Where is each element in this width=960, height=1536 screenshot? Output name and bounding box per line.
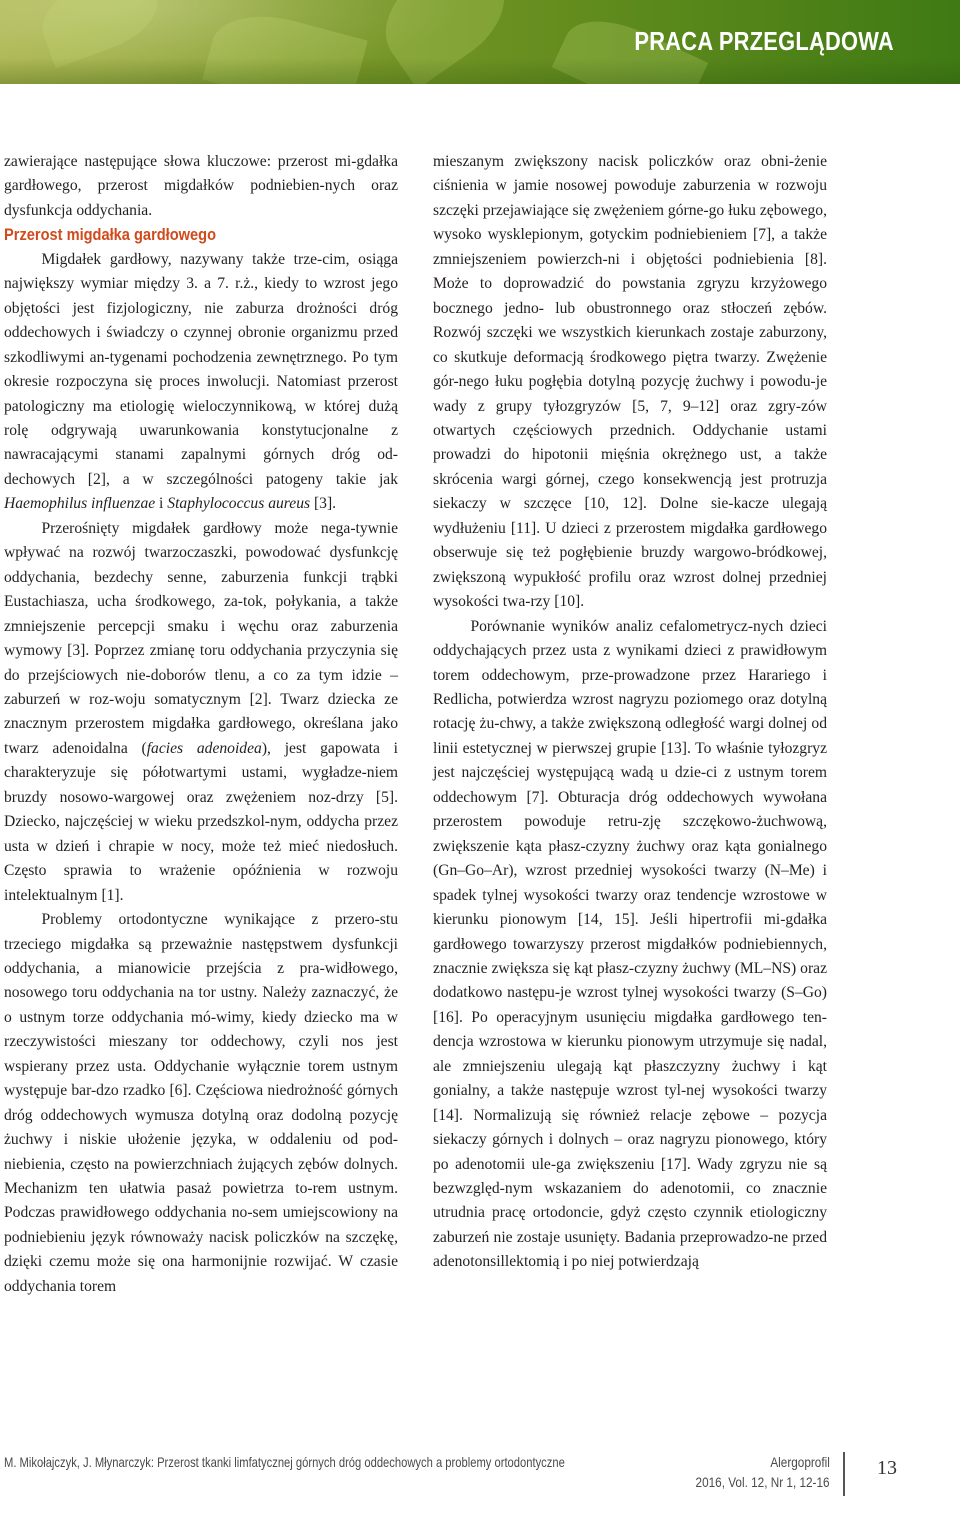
- page-footer: [0, 1452, 960, 1512]
- italic-term: facies adenoidea: [146, 739, 262, 757]
- left-column: [4, 150, 398, 1299]
- paragraph: Przerośnięty migdałek gardłowy może nega-tywnie wpływać na rozwój twarzoczaszki, powodować dysfunkcję oddychania, bezdechy senne, zaburzenia funkcji trąbki Eustachiasza, ucha środkowego, za-tok, połykania, a także zmniejszenie percepcji smaku i węchu oraz zaburzenia wymowy [3]. Poprzez zmianę toru oddychania przyczynia się do przejściowych nie-doborów tlenu, a co za tym idzie – zaburzeń w roz-woju somatycznym [2]. Twarz dziecka ze znacznym przerostem migdałka gardłowego, określana jako twarz adenoidalna (facies adenoidea), jest gapowata i charakteryzuje się półotwartymi ustami, wygładze-niem bruzdy nosowo-wargowej oraz zwężeniem noz-drzy [5]. Dziecko, najczęściej w wieku przedszkol-nym, oddycha przez usta w dzień i chrapie w nocy, może też mieć niedosłuch. Często sprawia to wrażenie opóźnienia w rozwoju intelektualnym [1].: [4, 519, 398, 904]
- paragraph: mieszanym zwiększony nacisk policzków oraz obni-żenie ciśnienia w jamie nosowej powoduje zaburzenia w rozwoju szczęki przejawiające się zwężeniem górne-go łuku zębowego, wysoko wysklepionym, gotyckim podniebieniem [7], a także zmniejszeniem powierzch-ni i objętości podniebienia [8]. Może to doprowadzić do powstania zgryzu krzyżowego bocznego jedno- lub obustronnego oraz stłoczeń zębów. Rozwój szczęki we wszystkich kierunkach zostaje zaburzony, co skutkuje deformacją środkowego piętra twarzy. Zwężenie gór-nego łuku pogłębia dotylną pozycję żuchwy i powodu-je wady z grupy tyłozgryzów [5, 7, 9–12] oraz zgry-zów otwartych częściowych przednich. Oddychanie ustami prowadzi do hipotonii mięśnia okrężnego ust, a także skrócenia wargi górnej, czego konsekwencją jest protruzja siekaczy w szczęce [10, 12]. Dolne sie-kacze ulegają wydłużeniu [11]. U dzieci z przerostem migdałka gardłowego obserwuje się też pogłębienie bruzdy wargowo-bródkowej, zwiększoną wypukłość profilu oraz wzrost dolnej przedniej wysokości twa-rzy [10].: [433, 153, 827, 611]
- header-band: [0, 0, 960, 84]
- journal-name: Alergoprofil: [770, 1454, 830, 1470]
- italic-term: Haemophilus influenzae: [4, 495, 156, 513]
- italic-term: Staphylococcus aureus: [167, 495, 311, 513]
- paragraph: Migdałek gardłowy, nazywany także trze-cim, osiąga największy wymiar między 3. a 7. r.ż., kiedy to wzrost jego objętości jest fizjologiczny, nie zaburza drożności dróg oddechowych i świadczy o czynnej obronie organizmu przed szkodliwymi an-tygenami pochodzenia zewnętrznego. Po tym okresie rozpoczyna się proces inwolucji. Natomiast przerost patologiczny ma etiologię wieloczynnikową, w której dużą rolę odgrywają uwarunkowania konstytucjonalne z nawracającymi stanami zapalnymi górnych dróg od-dechowych [2], a w szczególności patogeny takie jak Haemophilus influenzae i Staphylococcus aureus [3].: [4, 250, 398, 513]
- paragraph: zawierające następujące słowa kluczowe: przerost mi-gdałka gardłowego, przerost migdałków podniebien-nych oraz dysfunkcja oddychania.: [4, 153, 398, 219]
- article-citation: M. Mikołajczyk, J. Młynarczyk: Przerost tkanki limfatycznej górnych dróg oddechowych a problemy ortodontyczne: [4, 1454, 565, 1470]
- page-number: 13: [877, 1457, 897, 1479]
- paragraph: Porównanie wyników analiz cefalometrycz-nych dzieci oddychających przez usta z wynikami dzieci z prawidłowym torem oddechowym, prze-prowadzone przez Harariego i Redlicha, potwierdza wzrost nagryzu poziomego oraz dotylną rotację żu-chwy, a także zwiększoną odległość wargi dolnej od linii estetycznej w pierwszej grupie [13]. To właśnie tyłozgryz jest najczęściej występującą wadą u dzie-ci z ustnym torem oddechowym [7]. Obturacja dróg oddechowych wywołana przerostem powoduje retru-zję szczękowo-żuchwową, zwiększenie kąta płasz-czyzny żuchwy oraz kąta gonialnego (Gn–Go–Ar), wzrost przedniej wysokości twarzy (N–Me) i spadek tylnej wysokości twarzy oraz tendencje wzrostowe w kierunku pionowym [14, 15]. Jeśli hipertrofii mi-gdałka gardłowego towarzyszy przerost migdałków podniebiennych, znacznie zwiększa się kąt płasz-czyzny żuchwy (ML–NS) oraz dodatkowo następu-je wzrost tylnej wysokości twarzy (S–Go) [16]. Po operacyjnym usunięciu migdałka gardłowego ten-dencja wzrostowa w kierunku pionowym utrzymuje się nadal, ale zmniejszeniu ulegają kąt płaszczyzny żuchwy i kąt gonialny, a także następuje wzrost tyl-nej wysokości twarzy [14]. Normalizują się również relacje zębowe – pozycja siekaczy górnych i dolnych – oraz nagryzu pionowego, który po adenotomii ule-ga zwiększeniu [17]. Wady zgryzu nie są bezwzględ-nym wskazaniem do adenotomii, co znacznie utrudnia pracę ortodoncie, gdyż często czynnik etiologiczny zaburzeń nie zostaje usunięty. Badania przeprowadzo-ne przed adenotonsillektomią i po niej potwierdzają: [433, 617, 827, 1271]
- section-label: PRACA PRZEGLĄDOWA: [634, 26, 894, 56]
- paragraph: Problemy ortodontyczne wynikające z przero-stu trzeciego migdałka są przeważnie następstwem dysfunkcji oddychania, a mianowicie przejścia z pra-widłowego, nosowego toru oddychania na tor ustny. Należy zaznaczyć, że o ustnym torze oddychania mó-wimy, kiedy dziecko ma w rzeczywistości mieszany tor oddechowy, czyli nos jest wspierany przez usta. Oddychanie wyłącznie torem ustnym występuje bar-dzo rzadko [6]. Częściowa niedrożność górnych dróg oddechowych wymusza dotylną oraz dodolną pozycję żuchwy i niskie ułożenie języka, w oddaleniu od pod-niebienia, często na powierzchniach żujących zębów dolnych. Mechanizm ten ułatwia pasaż powietrza to-rem ustnym. Podczas prawidłowego oddychania no-sem umiejscowiony na podniebieniu język równoważy nacisk policzków na szczękę, dzięki czemu może się ona harmonijnie rozwijać. W czasie oddychania torem: [4, 911, 398, 1295]
- section-heading: Przerost migdałka gardłowego: [4, 225, 217, 245]
- right-column: [433, 150, 827, 1275]
- journal-issue: 2016, Vol. 12, Nr 1, 12-16: [695, 1474, 830, 1490]
- footer-divider: [843, 1452, 845, 1496]
